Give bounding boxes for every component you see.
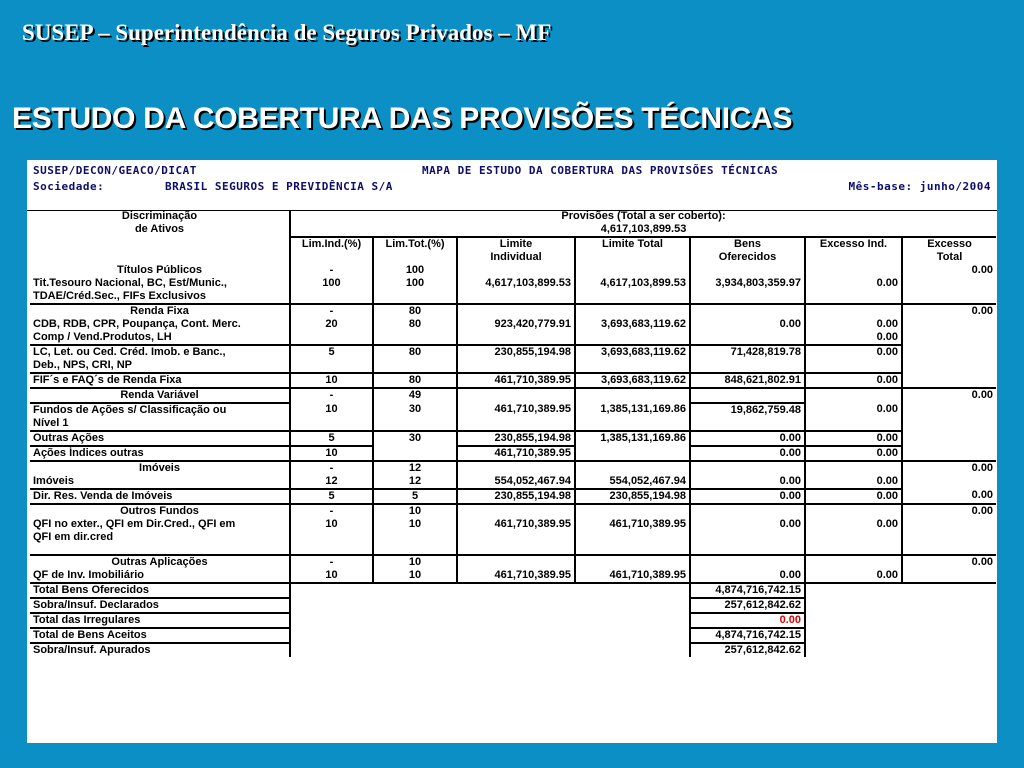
sheet-header-info (27, 160, 997, 211)
table-row: Deb., NPS, CRI, NP (30, 359, 996, 373)
col-exc-tot-1: Excesso (902, 237, 996, 251)
header-row-1 (30, 210, 996, 223)
presentation-header: SUSEP – Superintendência de Seguros Privados – MF (22, 20, 552, 45)
table-row: Ações Índices outras 10 461,710,389.95 0.00 0.00 (30, 446, 996, 461)
totals-row: Total de Bens Aceitos 4,874,716,742.15 (30, 628, 996, 643)
group-title: Outros Fundos (120, 505, 199, 517)
table-row: CDB, RDB, CPR, Poupança, Cont. Merc. 20 80 923,420,779.91 3,693,683,119.62 0.00 0.00 (30, 318, 996, 331)
table-row: Fundos de Ações s/ Classificação ou 10 30 461,710,389.95 1,385,131,169.86 19,862,759.48 0.00 (30, 403, 996, 417)
col-provisions: Provisões (Total a ser coberto): (290, 210, 996, 223)
table-row: TDAE/Créd.Sec., FIFs Exclusivos (30, 290, 996, 304)
col-discr-2: de Ativos (134, 223, 185, 235)
totals-row: Total das Irregulares 0.00 (30, 613, 996, 628)
table-row: FIF´s e FAQ´s de Renda Fixa 10 80 461,710,389.95 3,693,683,119.62 848,621,802.91 0.00 (30, 373, 996, 388)
coverage-table (30, 210, 996, 657)
table-row: QF de Inv. Imobiliário 10 10 461,710,389.95 461,710,389.95 0.00 0.00 (30, 569, 996, 583)
org-code: SUSEP/DECON/GEACO/DICAT (33, 164, 197, 177)
totals-row: Sobra/Insuf. Declarados 257,612,842.62 (30, 598, 996, 613)
col-exc-tot-2: Total (902, 251, 996, 264)
totals-row: Total Bens Oferecidos 4,874,716,742.15 (30, 583, 996, 598)
map-title: MAPA DE ESTUDO DA COBERTURA DAS PROVISÕES TÉCNICAS (422, 164, 779, 177)
coverage-sheet (27, 160, 997, 743)
table-row: Títulos Públicos - 100 0.00 (30, 264, 996, 277)
slide-title: ESTUDO DA COBERTURA DAS PROVISÕES TÉCNICAS (12, 102, 793, 135)
spacer-row (30, 544, 996, 555)
col-limite-total: Limite Total (575, 237, 690, 251)
table-row: Renda Fixa - 80 0.00 (30, 304, 996, 318)
col-lim-tot: Lim.Tot.(%) (373, 237, 457, 251)
table-row: Comp / Vend.Produtos, LH 0.00 (30, 331, 996, 345)
group-title: Outras Aplicações (111, 556, 208, 568)
col-limite-1: Limite (457, 237, 575, 251)
table-row: Nível 1 (30, 417, 996, 431)
table-row: Renda Variável - 49 0.00 (30, 388, 996, 403)
header-row-3 (30, 237, 996, 251)
totals-row: Sobra/Insuf. Apurados 257,612,842.62 (30, 643, 996, 657)
month-base: Mês-base: junho/2004 (848, 180, 991, 193)
header-row-2 (30, 223, 996, 237)
provisions-total: 4,617,103,899.53 (290, 223, 996, 237)
col-limite-2: Individual (457, 251, 575, 264)
group-title: Renda Variável (30, 388, 290, 403)
table-row: Outros Fundos - 10 0.00 (30, 504, 996, 518)
company-label: Sociedade: (33, 180, 105, 193)
col-bens-2: Oferecidos (690, 251, 805, 264)
table-row: Dir. Res. Venda de Imóveis 5 5 230,855,194.98 230,855,194.98 0.00 0.00 0.00 (30, 489, 996, 504)
col-exc-ind: Excesso Ind. (805, 237, 902, 251)
table-row: QFI no exter., QFI em Dir.Cred., QFI em 10 10 461,710,389.95 461,710,389.95 0.00 0.00 (30, 518, 996, 531)
table-row: Outras Aplicações - 10 0.00 (30, 555, 996, 569)
group-title: Títulos Públicos (117, 264, 202, 276)
header-row-4 (30, 251, 996, 264)
company-name: BRASIL SEGUROS E PREVIDÊNCIA S/A (165, 180, 393, 193)
col-lim-ind: Lim.Ind.(%) (290, 237, 373, 251)
table-row: Outras Ações 5 30 230,855,194.98 1,385,131,169.86 0.00 0.00 (30, 431, 996, 446)
group-title: Renda Fixa (130, 305, 189, 317)
table-row: LC, Let. ou Ced. Créd. Imob. e Banc., 5 80 230,855,194.98 3,693,683,119.62 71,428,819.78 0.00 (30, 345, 996, 359)
table-row: Imóveis 12 12 554,052,467.94 554,052,467.94 0.00 0.00 (30, 475, 996, 489)
table-row: Imóveis - 12 0.00 (30, 461, 996, 475)
group-title: Imóveis (139, 462, 180, 474)
col-bens-1: Bens (690, 237, 805, 251)
table-row: Tit.Tesouro Nacional, BC, Est/Munic., 100 100 4,617,103,899.53 4,617,103,899.53 3,934,803,359.97 0.00 (30, 277, 996, 290)
col-discr-1: Discriminação (121, 210, 198, 222)
irregular-total: 0.00 (690, 613, 805, 628)
table-row: QFI em dir.cred (30, 531, 996, 544)
